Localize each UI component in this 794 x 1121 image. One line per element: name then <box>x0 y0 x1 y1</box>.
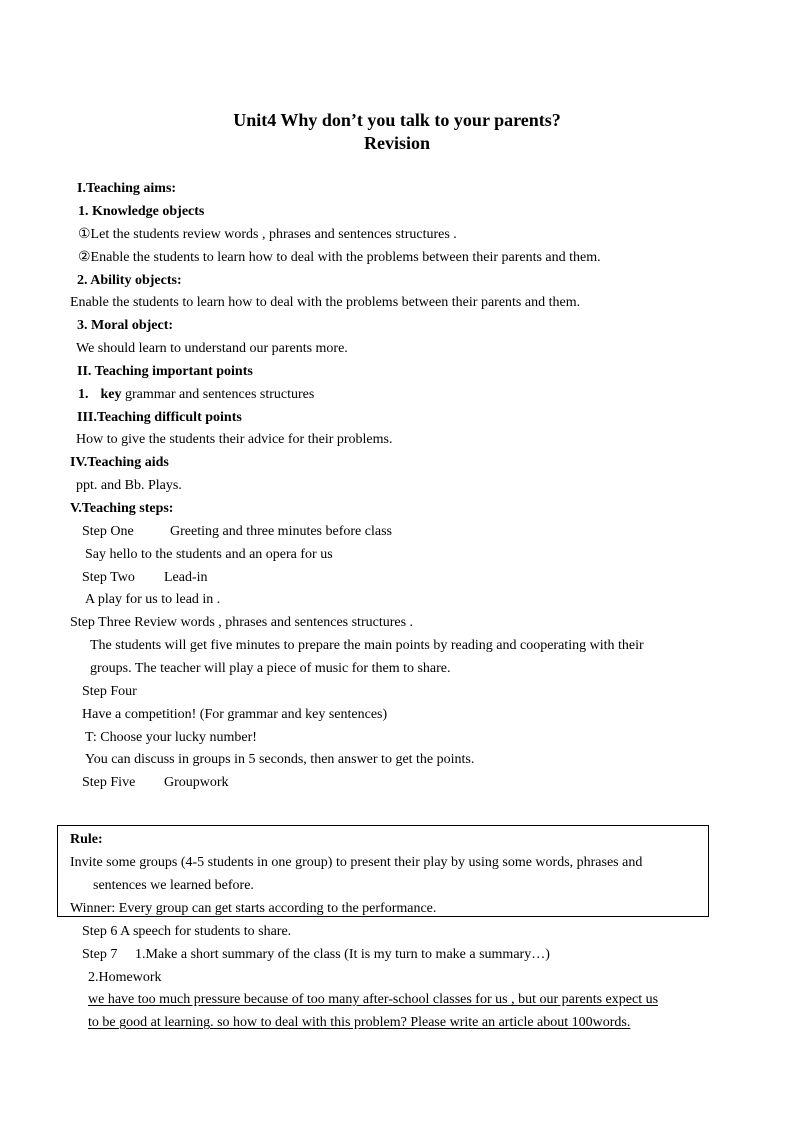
step-three: Step Three Review words , phrases and sentences structures . <box>70 615 414 630</box>
ability-text: Enable the students to learn how to deal with the problems between their parents and them. <box>70 295 581 310</box>
step-seven-label: Step 7 <box>82 947 118 962</box>
step-four-text-2: T: Choose your lucky number! <box>85 730 257 745</box>
step-three-text-1: The students will get five minutes to prepare the main points by reading and cooperating with their <box>90 638 644 653</box>
knowledge-item-2: ②Enable the students to learn how to deal with the problems between their parents and them. <box>78 250 601 265</box>
step-two-label: Step Two <box>82 570 135 585</box>
step-four-text-1: Have a competition! (For grammar and key sentences) <box>82 707 388 722</box>
homework-text-1: we have too much pressure because of too many after-school classes for us , but our parents expect us <box>88 992 659 1007</box>
step-five-label: Step Five <box>82 775 136 790</box>
difficult-text: How to give the students their advice for their problems. <box>76 432 393 447</box>
important-item <box>78 386 314 404</box>
step-six: Step 6 A speech for students to share. <box>82 924 292 939</box>
aids-heading: IV.Teaching aids <box>70 455 169 470</box>
page-subtitle: Revision <box>363 133 430 153</box>
step-one-label: Step One <box>82 524 134 539</box>
step-one-text: Say hello to the students and an opera for us <box>85 547 333 562</box>
rule-heading: Rule: <box>70 832 103 847</box>
important-heading: II. Teaching important points <box>77 364 253 379</box>
steps-heading: V.Teaching steps: <box>70 501 174 516</box>
homework-label: 2.Homework <box>88 970 162 985</box>
knowledge-heading: 1. Knowledge objects <box>78 204 205 219</box>
ability-heading: 2. Ability objects: <box>77 273 182 288</box>
moral-text: We should learn to understand our parents more. <box>76 341 348 356</box>
page-title: Unit4 Why don’t you talk to your parents? <box>233 110 561 130</box>
rule-text-2: sentences we learned before. <box>93 878 254 893</box>
moral-heading: 3. Moral object: <box>77 318 174 333</box>
important-item-text: grammar and sentences structures <box>121 387 315 402</box>
step-two-text: A play for us to lead in . <box>85 592 221 607</box>
difficult-heading: III.Teaching difficult points <box>77 410 242 425</box>
aims-heading: I.Teaching aims: <box>77 181 177 196</box>
important-item-key: key <box>100 387 122 402</box>
step-one-title: Greeting and three minutes before class <box>170 524 392 539</box>
knowledge-item-1: ①Let the students review words , phrases and sentences structures . <box>78 227 457 242</box>
aids-text: ppt. and Bb. Plays. <box>76 478 182 493</box>
step-two-title: Lead-in <box>164 570 208 585</box>
rule-text-1: Invite some groups (4-5 students in one group) to present their play by using some words, phrases and <box>70 855 643 870</box>
step-five-title: Groupwork <box>164 775 229 790</box>
step-three-text-2: groups. The teacher will play a piece of music for them to share. <box>90 661 451 676</box>
important-item-number: 1. <box>78 387 89 402</box>
rule-text-3: Winner: Every group can get starts according to the performance. <box>70 901 437 916</box>
step-four-text-3: You can discuss in groups in 5 seconds, then answer to get the points. <box>85 752 475 767</box>
step-four-label: Step Four <box>82 684 137 699</box>
homework-text-2: to be good at learning. so how to deal with this problem? Please write an article about 100words. <box>88 1015 631 1030</box>
step-seven-text: 1.Make a short summary of the class (It is my turn to make a summary…) <box>135 947 550 962</box>
